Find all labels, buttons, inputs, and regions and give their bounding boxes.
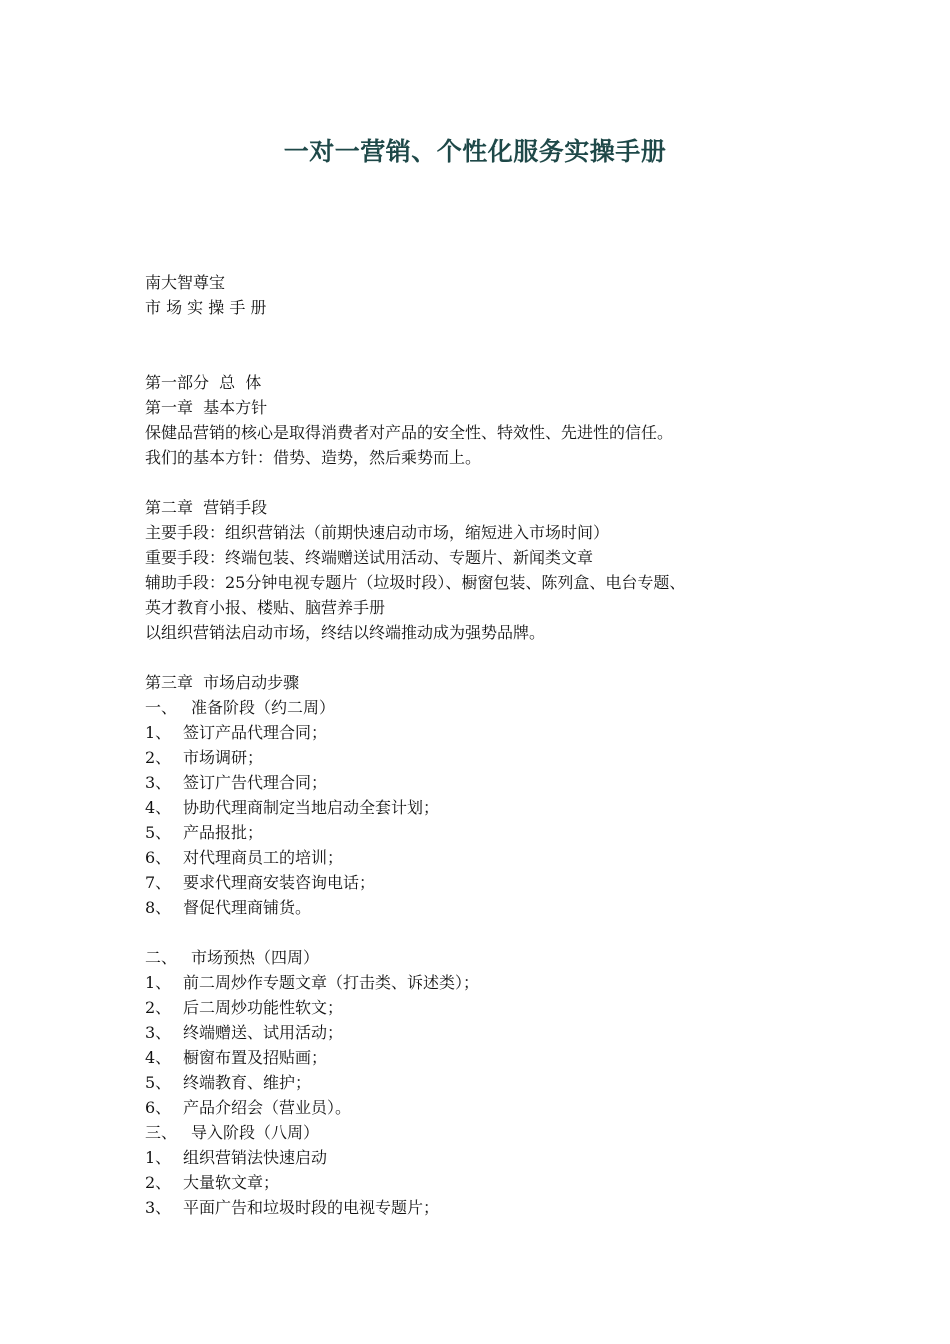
company-name: 南大智尊宝 [145,273,226,292]
item-number: 1、 [145,973,172,992]
item-text: 组织营销法快速启动 [183,1148,328,1167]
stage-heading [145,1120,845,1145]
item-number: 2、 [145,998,172,1017]
stage-label: 导入阶段（八周） [191,1123,320,1142]
item-text: 协助代理商制定当地启动全套计划； [183,798,440,817]
item-text: 大量软文章； [183,1173,280,1192]
list-item [145,1170,845,1195]
list-item [145,720,845,745]
spacer [145,470,845,495]
chapter2-line: 主要手段：组织营销法（前期快速启动市场，缩短进入市场时间） [145,523,610,542]
spacer [145,320,845,370]
spacer [145,645,845,670]
list-item [145,1020,845,1045]
chapter1-line: 保健品营销的核心是取得消费者对产品的安全性、特效性、先进性的信任。 [145,423,674,442]
stage-heading [145,695,845,720]
item-text: 签订产品代理合同； [183,723,328,742]
item-text: 签订广告代理合同； [183,773,328,792]
item-text: 督促代理商铺货。 [183,898,312,917]
chapter1-line: 我们的基本方针：借势、造势，然后乘势而上。 [145,448,482,467]
list-item [145,970,845,995]
stage-number: 三、 [145,1123,178,1142]
spacer [145,920,845,945]
item-text: 后二周炒功能性软文； [183,998,344,1017]
list-item [145,870,845,895]
part-heading: 第一部分 总 体 [145,373,262,392]
item-number: 3、 [145,1023,172,1042]
stage-number: 一、 [145,698,178,717]
document-body [145,270,845,1220]
chapter2-line: 英才教育小报、楼贴、脑营养手册 [145,598,386,617]
stage-number: 二、 [145,948,178,967]
item-number: 7、 [145,873,172,892]
item-number: 5、 [145,823,172,842]
item-text: 平面广告和垃圾时段的电视专题片； [183,1198,440,1217]
item-number: 8、 [145,898,172,917]
list-item [145,845,845,870]
item-number: 2、 [145,748,172,767]
item-number: 6、 [145,848,172,867]
chapter2-heading: 第二章 营销手段 [145,498,268,517]
list-item [145,820,845,845]
chapter3-heading: 第三章 市场启动步骤 [145,673,300,692]
list-item [145,1145,845,1170]
list-item [145,795,845,820]
item-text: 市场调研； [183,748,264,767]
item-text: 要求代理商安装咨询电话； [183,873,376,892]
chapter2-line: 辅助手段：25分钟电视专题片（垃圾时段）、橱窗包装、陈列盒、电台专题、 [145,573,686,592]
item-text: 对代理商员工的培训； [183,848,344,867]
item-number: 4、 [145,1048,172,1067]
list-item [145,770,845,795]
item-number: 4、 [145,798,172,817]
manual-subtitle: 市 场 实 操 手 册 [145,298,267,317]
item-number: 6、 [145,1098,172,1117]
stage-label: 准备阶段（约二周） [191,698,336,717]
chapter2-line: 以组织营销法启动市场，终结以终端推动成为强势品牌。 [145,623,546,642]
item-number: 2、 [145,1173,172,1192]
item-text: 终端赠送、试用活动； [183,1023,344,1042]
item-number: 3、 [145,773,172,792]
list-item [145,995,845,1020]
stage-label: 市场预热（四周） [191,948,320,967]
list-item [145,1095,845,1120]
document-title: 一对一营销、个性化服务实操手册 [283,137,667,166]
item-number: 1、 [145,723,172,742]
list-item [145,1045,845,1070]
chapter1-heading: 第一章 基本方针 [145,398,268,417]
chapter2-line: 重要手段：终端包装、终端赠送试用活动、专题片、新闻类文章 [145,548,594,567]
item-text: 橱窗布置及招贴画； [183,1048,328,1067]
item-text: 前二周炒作专题文章（打击类、诉述类）； [183,973,480,992]
item-text: 产品介绍会（营业员）。 [183,1098,352,1117]
item-number: 1、 [145,1148,172,1167]
item-number: 5、 [145,1073,172,1092]
list-item [145,895,845,920]
item-text: 产品报批； [183,823,264,842]
item-text: 终端教育、维护； [183,1073,312,1092]
item-number: 3、 [145,1198,172,1217]
list-item [145,745,845,770]
list-item [145,1195,845,1220]
stage-heading [145,945,845,970]
list-item [145,1070,845,1095]
